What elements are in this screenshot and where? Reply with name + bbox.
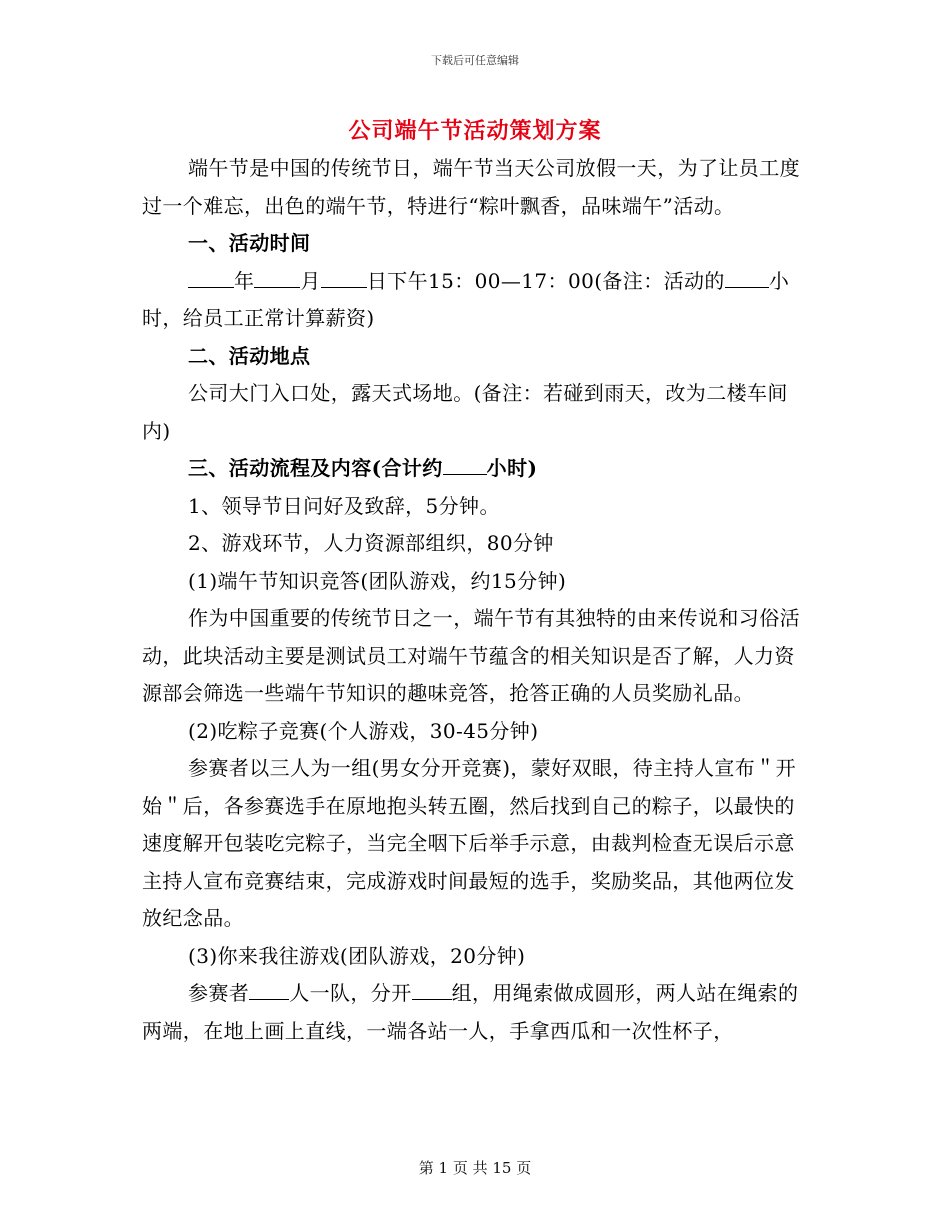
game-3-text-a: 参赛者 xyxy=(188,981,250,1005)
blank-month xyxy=(254,269,300,288)
intro-paragraph: 端午节是中国的传统节日，端午节当天公司放假一天，为了让员工度过一个难忘，出色的端午节，特进行“粽叶飘香，品味端午”活动。 xyxy=(142,156,800,218)
game-3-title: (3)你来我往游戏(团队游戏，20分钟) xyxy=(188,943,526,968)
section-2-paragraph: 公司大门入口处，露天式场地。(备注：若碰到雨天，改为二楼车间内) xyxy=(142,381,788,443)
item-1: 1、领导节日问好及致辞，5分钟。 xyxy=(188,493,500,518)
item-2: 2、游戏环节，人力资源部组织，80分钟 xyxy=(188,531,554,555)
game-3-text-c: 组，用绳索做成圆形，两人站在绳索的两端，在地上画上直线，一端各站一人，手拿西瓜和一次性杯子， xyxy=(142,981,799,1043)
game-3-paragraph xyxy=(142,975,812,1050)
game-1-title: (1)端午节知识竞答(团队游戏，约15分钟) xyxy=(188,568,567,593)
game-1-paragraph: 作为中国重要的传统节日之一，端午节有其独特的由来传说和习俗活动，此块活动主要是测试员工对端午节蕴含的相关知识是否了解，人力资源部会筛选一些端午节知识的趣味竞答，抢答正确的人员奖励礼品。 xyxy=(142,606,800,705)
blank-team-size xyxy=(249,981,289,1000)
section-3-prefix: 三、活动流程及内容(合计约 xyxy=(188,456,443,480)
label-month: 月 xyxy=(300,268,321,293)
section-3-heading xyxy=(142,450,812,488)
blank-hours xyxy=(725,269,769,288)
document-title: 公司端午节活动策划方案 xyxy=(348,118,602,144)
page-footer: 第 1 页 共 15 页 xyxy=(418,1159,532,1177)
game-3-text-b: 人一队，分开 xyxy=(289,981,412,1005)
section-2-heading: 二、活动地点 xyxy=(188,343,311,368)
game-2-paragraph: 参赛者以三人为一组(男女分开竞赛)，蒙好双眼，待主持人宣布＂开始＂后，各参赛选手在原地抱头转五圈，然后找到自己的粽子，以最快的速度解开包装吃完粽子，当完全咽下后举手示意，由裁判检查无误后示意主持人宣布竞赛结束，完成游戏时间最短的选手，奖励奖品，其他两位发放纪念品。 xyxy=(142,756,797,930)
time-text: 日下午15：00—17：00(备注：活动的 xyxy=(366,268,725,293)
hours-text: 小时，给员工正常计算薪资) xyxy=(142,268,790,330)
blank-day xyxy=(321,269,367,288)
blank-total-hours xyxy=(443,456,487,475)
blank-group-count xyxy=(412,981,452,1000)
game-2-title: (2)吃粽子竞赛(个人游戏，30-45分钟) xyxy=(188,718,539,743)
blank-year xyxy=(188,269,234,288)
label-year: 年 xyxy=(234,268,255,293)
page-header: 下载后可任意编辑 xyxy=(431,54,519,67)
section-1-heading: 一、活动时间 xyxy=(188,231,311,255)
document-body xyxy=(142,150,812,1050)
section-1-paragraph xyxy=(142,263,812,338)
section-3-suffix: 小时) xyxy=(486,456,538,480)
